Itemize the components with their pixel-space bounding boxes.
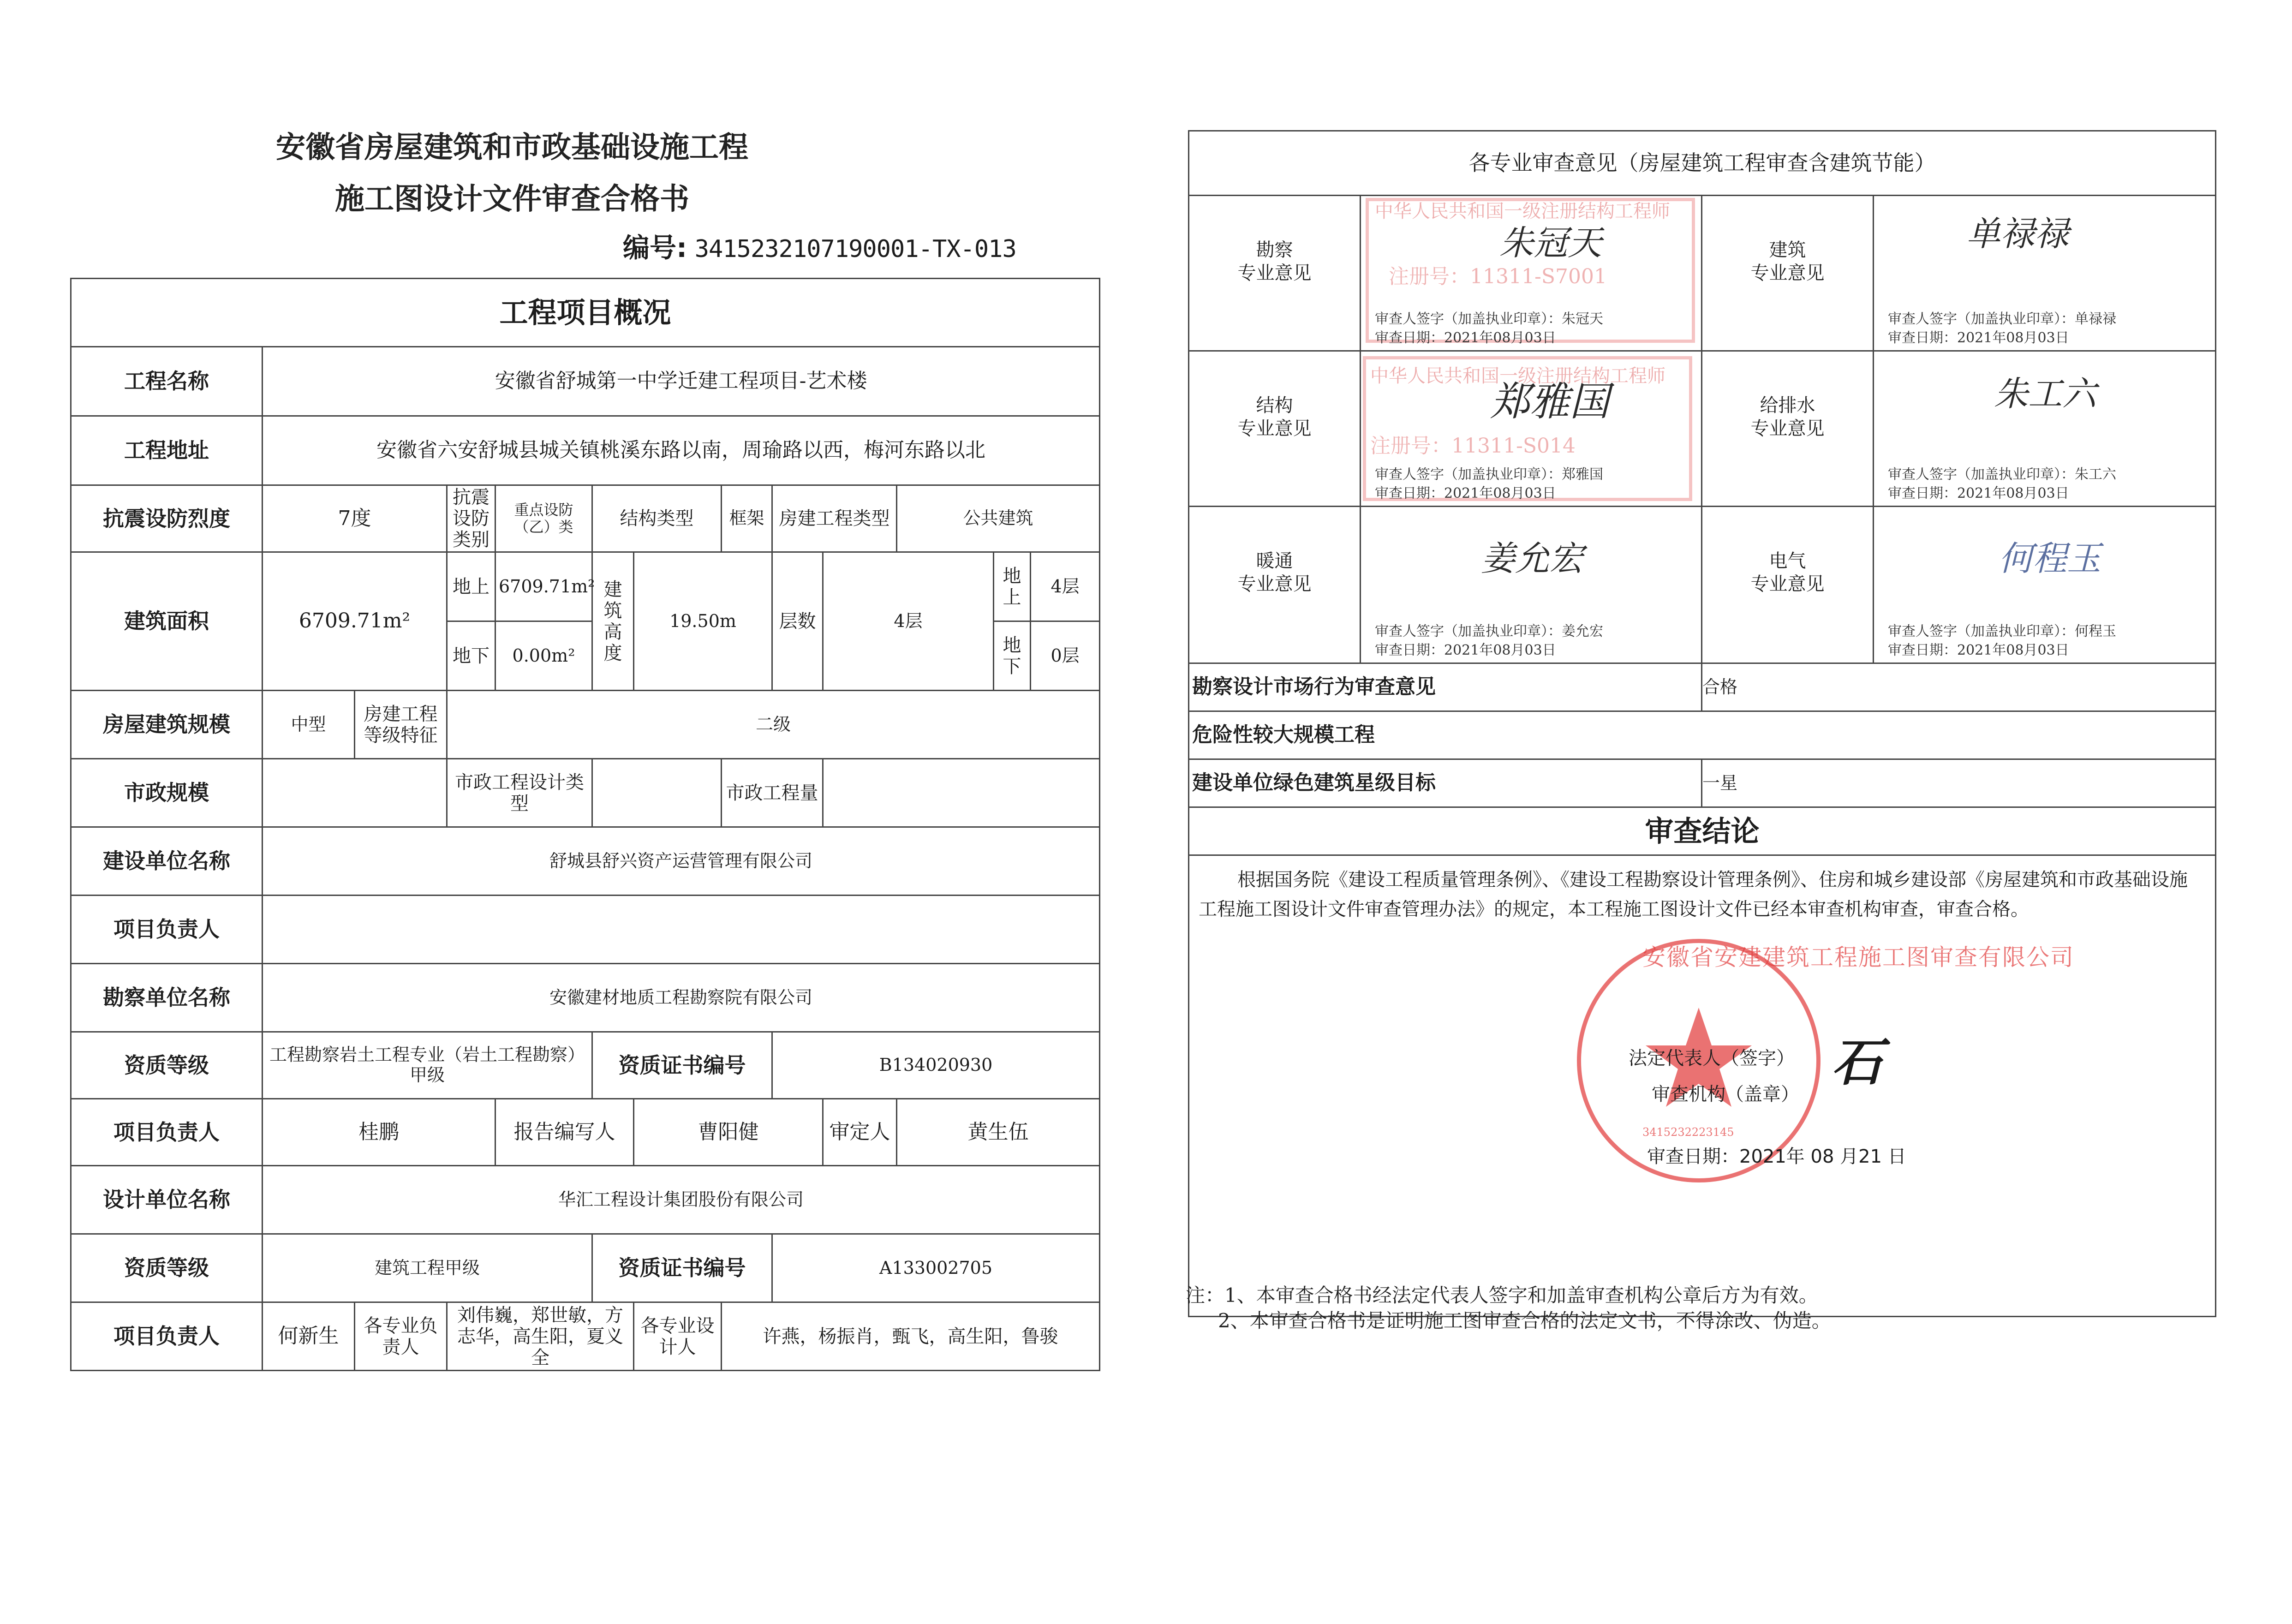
opinion-plumbing-sublabel: 专业意见 [1750,418,1825,439]
building-height-label: 建筑高度 [592,552,634,691]
note-2: 2、本审查合格书是证明施工图审查合格的法定文书，不得涂改、伪造。 [1218,1309,1831,1332]
review-date-day: 21 [1858,1146,1882,1167]
below-floors-label: 地下 [994,621,1031,691]
opinion-electrical-label-cell [1702,507,1874,663]
project-name-value: 安徽省舒城第一中学迁建工程项目-艺术楼 [263,347,1100,416]
design-unit-value: 华汇工程设计集团股份有限公司 [263,1166,1100,1234]
opinion-architecture-sublabel: 专业意见 [1750,263,1825,284]
conclusion-heading: 审查结论 [1189,807,2216,855]
owner-pm-value [263,896,1100,964]
seismic-intensity-label: 抗震设防烈度 [71,485,263,552]
review-agency-label: 审查机构（盖章） [1652,1084,1799,1105]
opinion-structure-sublabel: 专业意见 [1237,418,1312,439]
below-ground-label: 地下 [447,621,495,691]
survey-qual-value: 工程勘察岩土工程专业（岩土工程勘察）甲级 [263,1032,592,1099]
review-date-line: 审查日期：2021年08月03日 [1888,485,2069,502]
market-behavior-label: 勘察设计市场行为审查意见 [1189,663,1702,711]
review-date-line: 审查日期：2021年08月03日 [1375,485,1556,502]
reviewer-sign-line: 审查人签字（加盖执业印章）：姜允宏 [1375,623,1603,639]
address-value: 安徽省六安舒城县城关镇桃溪东路以南，周瑜路以西，梅河东路以北 [263,416,1100,485]
above-floors-value: 4层 [1031,552,1100,621]
opinion-architecture-label: 建筑 [1769,239,1806,261]
structure-type-label: 结构类型 [592,485,722,552]
opinions-heading: 各专业审查意见（房屋建筑工程审查含建筑节能） [1189,131,2216,196]
review-date-year: 2021 [1739,1146,1786,1167]
reviewer-stamp-reg: 注册号：11311-S7001 [1389,265,1607,288]
municipal-amount-value [823,759,1100,827]
document-title-line1: 安徽省房屋建筑和市政基础设施工程 [276,131,748,165]
opinion-structure-sign-cell [1361,351,1702,507]
opinion-architecture-sign-cell [1874,196,2216,351]
document-title-line2: 施工图设计文件审查合格书 [335,182,689,216]
above-ground-area: 6709.71m² [495,552,592,621]
structure-type-value: 框架 [722,485,772,552]
spec-designer-value: 许燕，杨振肖，甄飞，高生阳，鲁骏 [722,1302,1100,1371]
reviewer-sign-line: 审查人签字（加盖执业印章）：朱冠天 [1375,311,1603,327]
document-code-value: 3415232107190001-TX-013 [694,235,1016,263]
green-building-value: 一星 [1702,759,2216,807]
owner-name-value: 舒城县舒兴资产运营管理有限公司 [263,827,1100,896]
seal-number: 3415232223145 [1642,1126,1734,1139]
spec-lead-value: 刘伟巍，郑世敏，方志华，高生阳，夏义全 [447,1302,634,1371]
opinion-plumbing-label-cell [1702,351,1874,507]
document-code-label: 编号: [623,232,687,263]
seismic-category-value: 重点设防（乙）类 [495,485,592,552]
design-cert-value: A133002705 [772,1234,1100,1302]
note-1: 注：1、本审查合格书经法定代表人签字和加盖审查机构公章后方为有效。 [1186,1284,1818,1307]
survey-unit-label: 勘察单位名称 [71,964,263,1032]
building-type-label: 房建工程类型 [772,485,897,552]
reviewer-signature: 何程玉 [1999,539,2101,579]
below-ground-area: 0.00m² [495,621,592,691]
above-floors-label: 地上 [994,552,1031,621]
seismic-category-label: 抗震设防类别 [447,485,495,552]
green-building-label: 建设单位绿色建筑星级目标 [1189,759,1702,807]
opinion-electrical-label: 电气 [1769,550,1806,572]
opinion-hvac-sublabel: 专业意见 [1237,573,1312,595]
survey-cert-label: 资质证书编号 [592,1032,772,1099]
report-writer-value: 曹阳健 [634,1099,823,1166]
opinion-electrical-sign-cell [1874,507,2216,663]
reviewer-sign-line: 审查人签字（加盖执业印章）：郑雅国 [1375,466,1603,483]
design-pm-value: 何新生 [263,1302,355,1371]
opinion-survey-label-cell [1189,196,1361,351]
report-writer-label: 报告编写人 [495,1099,634,1166]
survey-pm-label: 项目负责人 [71,1099,263,1166]
design-unit-label: 设计单位名称 [71,1166,263,1234]
reviewer-signature: 朱冠天 [1499,223,1602,263]
project-overview-table [70,278,1100,1371]
floors-value: 4层 [823,552,994,691]
building-height-value: 19.50m [634,552,772,691]
grade-feature-value: 二级 [447,691,1100,759]
opinion-hvac-label: 暖通 [1256,550,1293,572]
opinion-hvac-sign-cell [1361,507,1702,663]
opinion-plumbing-label: 给排水 [1760,395,1815,416]
floors-label: 层数 [772,552,823,691]
overview-heading: 工程项目概况 [71,279,1100,347]
design-pm-label: 项目负责人 [71,1302,263,1371]
survey-pm-value: 桂鹏 [263,1099,495,1166]
review-date-line: 审查日期：2021年08月03日 [1375,329,1556,346]
building-area-value: 6709.71m² [263,552,447,691]
reviewer-stamp-reg: 注册号：11311-S014 [1370,434,1576,458]
opinion-electrical-sublabel: 专业意见 [1750,573,1825,595]
above-ground-label: 地上 [447,552,495,621]
month-char: 月 [1840,1146,1859,1167]
below-floors-value: 0层 [1031,621,1100,691]
municipal-scale-label: 市政规模 [71,759,263,827]
building-type-value: 公共建筑 [897,485,1100,552]
survey-unit-value: 安徽建材地质工程勘察院有限公司 [263,964,1100,1032]
approver-label: 审定人 [823,1099,897,1166]
building-scale-label: 房屋建筑规模 [71,691,263,759]
review-date-line: 审查日期：2021年08月03日 [1888,642,2069,658]
opinion-hvac-label-cell [1189,507,1361,663]
opinion-survey-label: 勘察 [1256,239,1293,261]
review-date-line: 审查日期：2021年08月03日 [1375,642,1556,658]
seal-text: 安徽省安建建筑工程施工图审查有限公司 [1642,944,2074,971]
address-label: 工程地址 [71,416,263,485]
design-qual-value: 建筑工程甲级 [263,1234,592,1302]
review-date-month: 08 [1810,1146,1834,1167]
spec-lead-label: 各专业负责人 [355,1302,447,1371]
opinion-architecture-label-cell [1702,196,1874,351]
reviewer-stamp-text: 中华人民共和国一级注册结构工程师 [1370,365,1665,387]
dangerous-project-label: 危险性较大规模工程 [1189,711,2216,759]
spec-designer-label: 各专业设计人 [634,1302,722,1371]
legal-rep-label: 法定代表人（签字） [1629,1048,1795,1069]
day-char: 日 [1887,1146,1906,1167]
design-qual-label: 资质等级 [71,1234,263,1302]
review-date [1647,1142,1906,1168]
opinion-survey-sublabel: 专业意见 [1237,263,1312,284]
reviewer-sign-line: 审查人签字（加盖执业印章）：单禄禄 [1888,311,2116,327]
municipal-type-label: 市政工程设计类型 [447,759,592,827]
project-name-label: 工程名称 [71,347,263,416]
reviewer-signature: 郑雅国 [1490,379,1609,425]
owner-name-label: 建设单位名称 [71,827,263,896]
survey-qual-label: 资质等级 [71,1032,263,1099]
opinion-plumbing-sign-cell [1874,351,2216,507]
year-char: 年 [1786,1146,1805,1167]
building-scale-value: 中型 [263,691,355,759]
reviewer-signature: 姜允宏 [1481,539,1583,579]
reviewer-sign-line: 审查人签字（加盖执业印章）：朱工六 [1888,466,2116,483]
reviewer-sign-line: 审查人签字（加盖执业印章）：何程玉 [1888,623,2116,639]
owner-pm-label: 项目负责人 [71,896,263,964]
opinion-survey-sign-cell [1361,196,1702,351]
survey-cert-value: B134020930 [772,1032,1100,1099]
reviewer-signature: 单禄禄 [1966,214,2069,254]
design-cert-label: 资质证书编号 [592,1234,772,1302]
reviewer-stamp-text: 中华人民共和国一级注册结构工程师 [1375,201,1670,222]
review-date-label: 审查日期： [1647,1146,1739,1167]
municipal-amount-label: 市政工程量 [722,759,823,827]
building-area-label: 建筑面积 [71,552,263,691]
review-date-line: 审查日期：2021年08月03日 [1888,329,2069,346]
market-behavior-value: 合格 [1702,663,2216,711]
conclusion-text: 根据国务院《建设工程质量管理条例》、《建设工程勘察设计管理条例》、住房和城乡建设部《房屋建筑和市政基础设施工程施工图设计文件审查管理办法》的规定，本工程施工图设计文件已经本审查机构审查，审查合格。 [1199,869,2188,920]
reviewer-signature: 朱工六 [1994,374,2096,414]
grade-feature-label: 房建工程等级特征 [355,691,447,759]
municipal-scale-value [263,759,447,827]
document-code [623,226,1016,265]
seismic-intensity-value: 7度 [263,485,447,552]
opinion-structure-label: 结构 [1256,395,1293,416]
municipal-type-value [592,759,722,827]
approver-value: 黄生伍 [897,1099,1100,1166]
legal-rep-signature: 石 [1832,1033,1882,1092]
opinion-structure-label-cell [1189,351,1361,507]
